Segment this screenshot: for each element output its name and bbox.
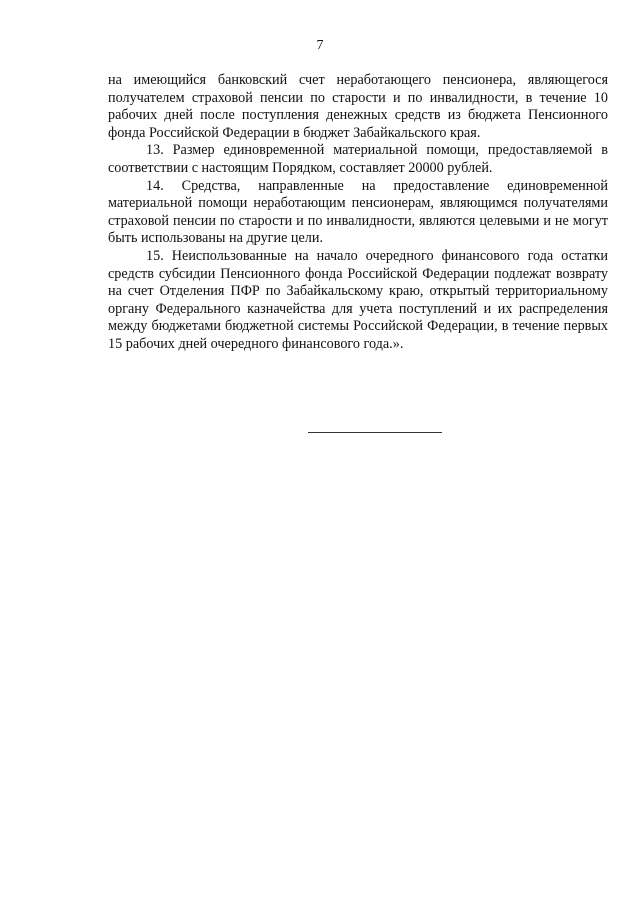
document-body [108,72,608,354]
end-of-document-rule [308,432,442,433]
paragraph-item-14: 14. Средства, направленные на предоставление единовременной материальной помощи неработающим пенсионерам, являющимся получателями страховой пенсии по старости и по инвалидности, являются целевыми и не могут быть использованы на другие цели. [108,177,608,247]
page-number: 7 [316,38,324,53]
paragraph-item-15: 15. Неиспользованные на начало очередного финансового года остатки средств субсидии Пенсионного фонда Российской Федерации подлежат возврату на счет Отделения ПФР по Забайкальскому краю, открытый территориальному органу Федерального казначейства для учета поступлений и их распределения между бюджетами бюджетной системы Российской Федерации, в течение первых 15 рабочих дней очередного финансового года.». [108,247,608,352]
paragraph-item-13: 13. Размер единовременной материальной помощи, предоставляемой в соответствии с настоящим Порядком, составляет 20000 рублей. [108,142,608,176]
paragraph-continuation: на имеющийся банковский счет неработающего пенсионера, являющегося получателем страховой пенсии по старости и по инвалидности, в течение 10 рабочих дней после поступления денежных средств из бюджета Пенсионного фонда Российской Федерации в бюджет Забайкальского края. [108,72,608,141]
